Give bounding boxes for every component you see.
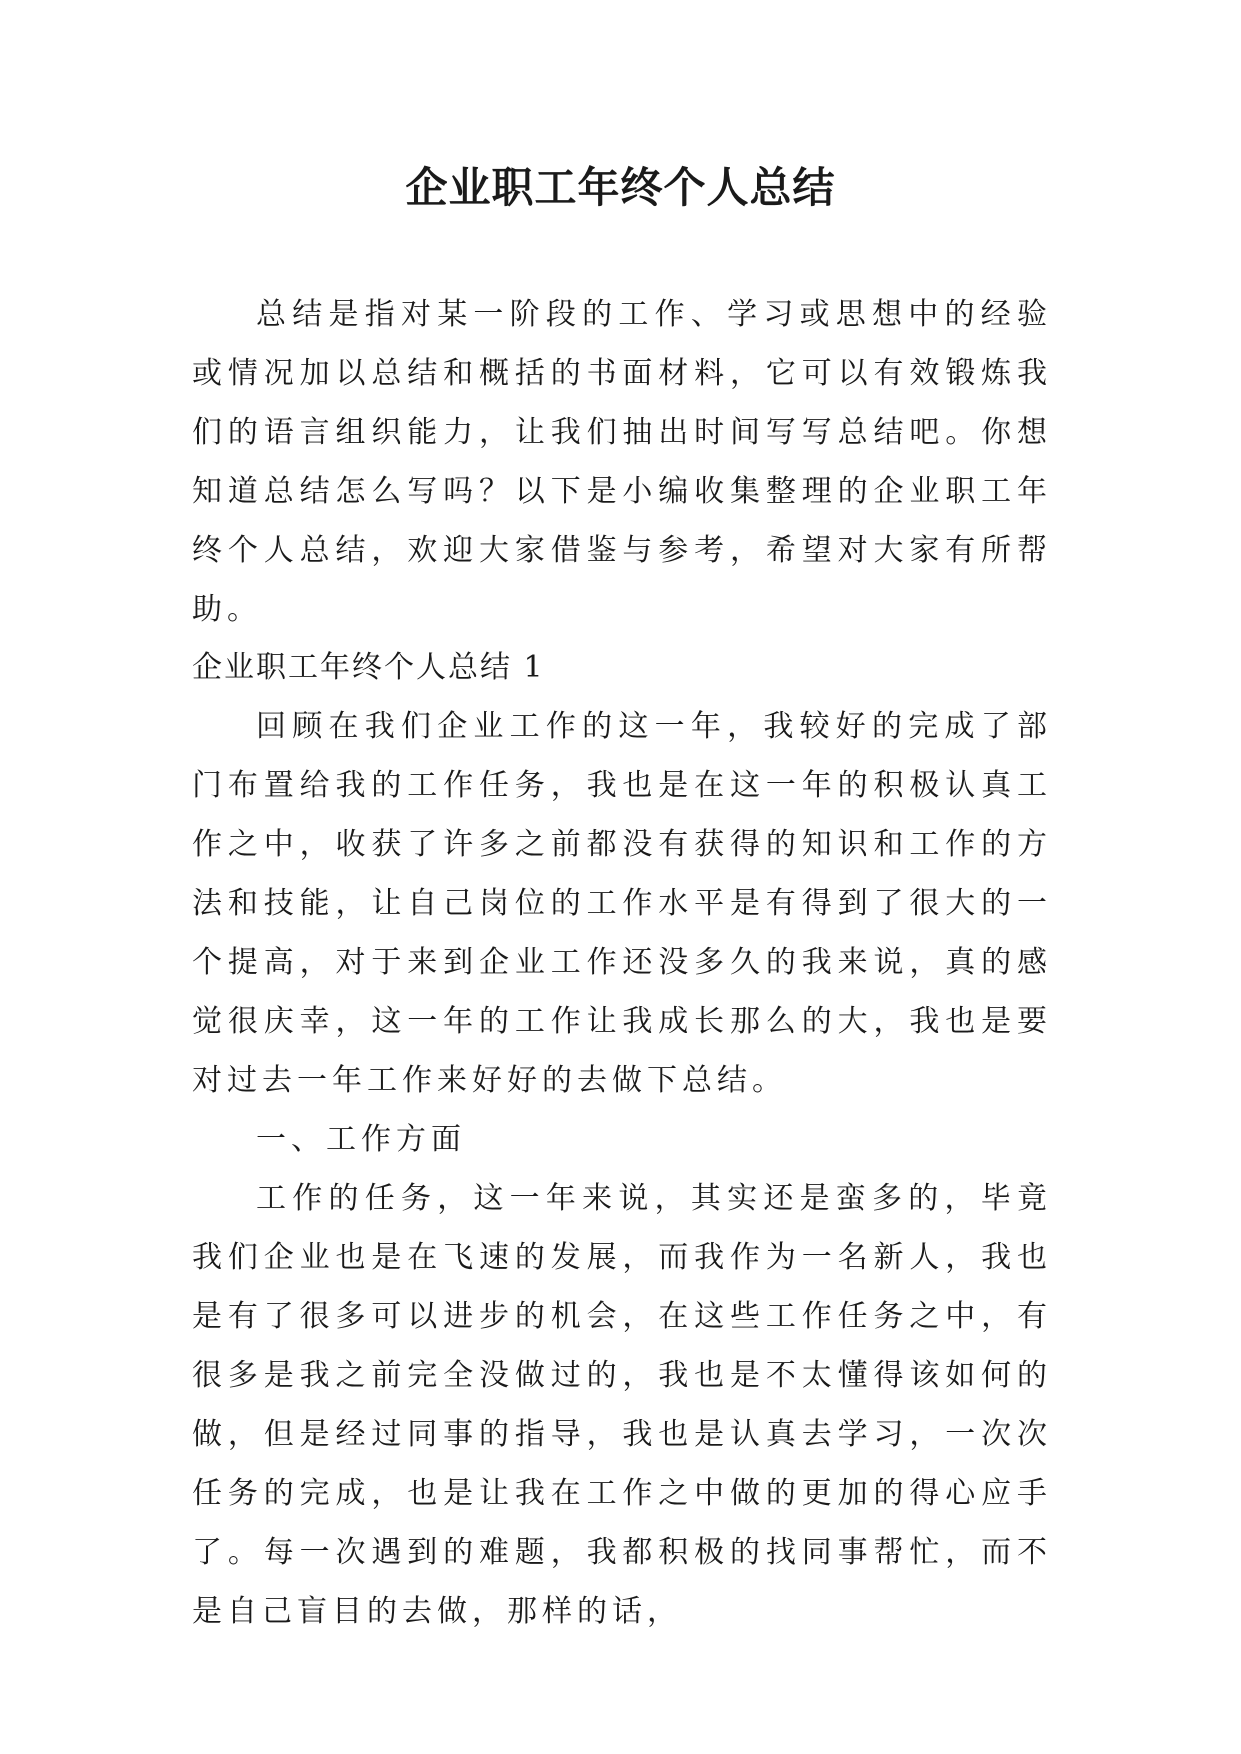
section-heading: 企业职工年终个人总结 1 (192, 650, 545, 685)
section-paragraph-2: 工作的任务，这一年来说，其实还是蛮多的，毕竟我们企业也是在飞速的发展，而我作为一名新人，我也是有了很多可以进步的机会，在这些工作任务之中，有很多是我之前完全没做过的，我也是不太懂得该如何的做，但是经过同事的指导，我也是认真去学习，一次次任务的完成，也是让我在工作之中做的更加的得心应手了。每一次遇到的难题，我都积极的找同事帮忙，而不是自己盲目的去做，那样的话， (192, 1181, 1052, 1629)
subheading-work: 一、工作方面 (256, 1122, 466, 1157)
intro-block (192, 285, 1052, 639)
document-title: 企业职工年终个人总结 (405, 163, 836, 212)
intro-paragraph: 总结是指对某一阶段的工作、学习或思想中的经验或情况加以总结和概括的书面材料，它可以有效锻炼我们的语言组织能力，让我们抽出时间写写总结吧。你想知道总结怎么写吗？以下是小编收集整理的企业职工年终个人总结，欢迎大家借鉴与参考，希望对大家有所帮助。 (192, 297, 1052, 627)
section-1 (192, 638, 1052, 1641)
section-paragraph-1: 回顾在我们企业工作的这一年，我较好的完成了部门布置给我的工作任务，我也是在这一年的积极认真工作之中，收获了许多之前都没有获得的知识和工作的方法和技能，让自己岗位的工作水平是有得到了很大的一个提高，对于来到企业工作还没多久的我来说，真的感觉很庆幸，这一年的工作让我成长那么的大，我也是要对过去一年工作来好好的去做下总结。 (192, 709, 1052, 1098)
